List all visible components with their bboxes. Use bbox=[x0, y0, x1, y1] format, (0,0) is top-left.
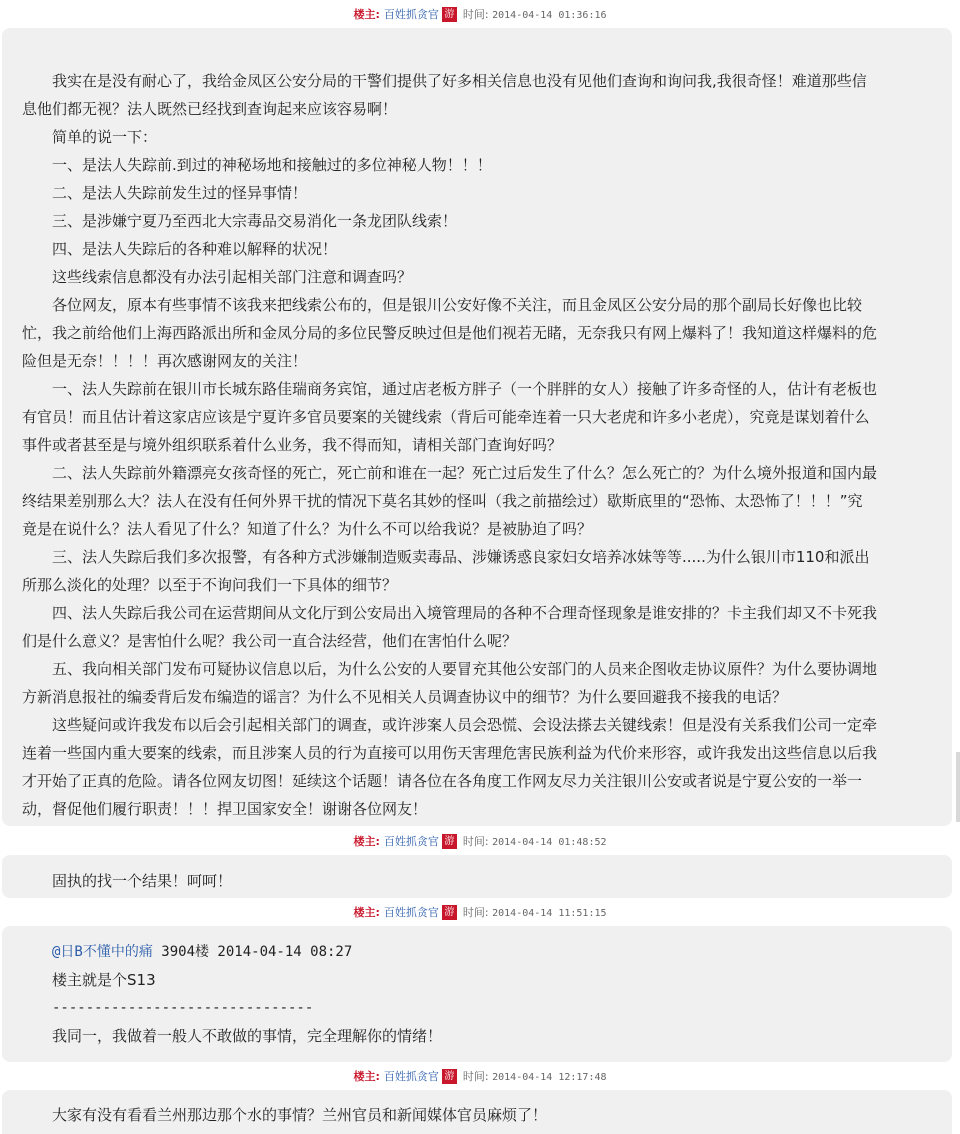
time-label: 时间: bbox=[462, 1070, 489, 1083]
content-line: 一、法人失踪前在银川市长城东路佳瑞商务宾馆，通过店老板方胖子（一个胖胖的女人）接触了许多奇怪的人，估计有老板也 bbox=[52, 380, 878, 398]
post-content bbox=[22, 67, 936, 823]
content-line: 息他们都无视？法人既然已经找到查询起来应该容易啊！ bbox=[22, 100, 398, 118]
content-line: 险但是无奈！！！！再次感谢网友的关注！ bbox=[22, 352, 308, 370]
guest-badge: 游 bbox=[442, 834, 457, 849]
content-line: 一、是法人失踪前.到过的神秘场地和接触过的多位神秘人物！！！ bbox=[52, 156, 492, 174]
content-line: 我实在是没有耐心了，我给金凤区公安分局的干警们提供了好多相关信息也没有见他们查询和询问我,我很奇怪！难道那些信 bbox=[52, 72, 867, 90]
content-line: 各位网友，原本有些事情不该我来把线索公布的，但是银川公安好像不关注，而且金凤区公安分局的那个副局长好像也比较 bbox=[52, 296, 863, 314]
content-line: 忙，我之前给他们上海西路派出所和金凤分局的多位民警反映过但是他们视若无睹，无奈我只有网上爆料了！我知道这样爆料的危 bbox=[22, 324, 878, 342]
post-time: 2014-04-14 01:36:16 bbox=[492, 10, 607, 21]
content-line: 四、是法人失踪后的各种难以解释的状况！ bbox=[52, 240, 338, 258]
content-line: 二、法人失踪前外籍漂亮女孩奇怪的死亡，死亡前和谁在一起？死亡过后发生了什么？怎么死亡的？为什么境外报道和国内最 bbox=[52, 464, 878, 482]
poster-role-label: 楼主: bbox=[353, 835, 380, 848]
post-time: 2014-04-14 12:17:48 bbox=[492, 1072, 607, 1083]
content-line: 事件或者甚至是与境外组织联系着什么业务，我不得而知，请相关部门查询好吗？ bbox=[22, 436, 563, 454]
post-time: 2014-04-14 01:48:52 bbox=[492, 837, 607, 848]
author-link[interactable]: 百姓抓贪官 bbox=[383, 1070, 439, 1083]
time-label: 时间: bbox=[462, 906, 489, 919]
quote-line bbox=[22, 938, 936, 966]
post-header bbox=[0, 1067, 960, 1087]
content-line: 四、法人失踪后我公司在运营期间从文化厅到公安局出入境管理局的各种不合理奇怪现象是谁安排的？卡主我们却又不卡死我 bbox=[52, 604, 878, 622]
content-line: 三、法人失踪后我们多次报警，有各种方式涉嫌制造贩卖毒品、涉嫌诱惑良家妇女培养冰妹等等.....为什么银川市110和派出 bbox=[52, 548, 870, 566]
content-line: 终结果差别那么大？法人在没有任何外界干扰的情况下莫名其妙的怪叫（我之前描绘过）歇斯底里的“恐怖、太恐怖了！！！”究 bbox=[22, 492, 863, 510]
time-label: 时间: bbox=[462, 8, 489, 21]
content-line: 大家有没有看看兰州那边那个水的事情？兰州官员和新闻媒体官员麻烦了！ bbox=[52, 1106, 548, 1124]
post-header bbox=[0, 832, 960, 852]
author-link[interactable]: 百姓抓贪官 bbox=[383, 835, 439, 848]
post-time: 2014-04-14 11:51:15 bbox=[492, 908, 607, 919]
guest-badge: 游 bbox=[442, 1069, 457, 1084]
post-content bbox=[22, 938, 936, 1050]
post-header bbox=[0, 903, 960, 923]
author-link[interactable]: 百姓抓贪官 bbox=[383, 906, 439, 919]
content-line: 有官员！而且估计着这家店应该是宁夏许多官员要案的关键线索（背后可能牵连着一只大老虎和许多小老虎），究竟是谋划着什么 bbox=[22, 408, 870, 426]
content-line: 二、是法人失踪前发生过的怪异事情！ bbox=[52, 184, 308, 202]
post-body bbox=[2, 1090, 952, 1134]
content-line: 动，督促他们履行职责！！！捍卫国家安全！谢谢各位网友！ bbox=[22, 800, 428, 818]
post-body bbox=[2, 926, 952, 1062]
poster-role-label: 楼主: bbox=[353, 906, 380, 919]
content-line: 竟是在说什么？法人看见了什么？知道了什么？为什么不可以给我说？是被胁迫了吗？ bbox=[22, 520, 593, 538]
content-line: 所那么淡化的处理？以至于不询问我们一下具体的细节？ bbox=[22, 576, 398, 594]
post-body bbox=[2, 28, 952, 826]
content-line: 三、是涉嫌宁夏乃至西北大宗毒品交易消化一条龙团队线索！ bbox=[52, 212, 458, 230]
author-link[interactable]: 百姓抓贪官 bbox=[383, 8, 439, 21]
content-line: 才开始了正真的危险。请各位网友切图！延续这个话题！请各位在各角度工作网友尽力关注银川公安或者说是宁夏公安的一举一 bbox=[22, 772, 863, 790]
post-content bbox=[22, 1101, 936, 1129]
content-line: 楼主就是个S13 bbox=[52, 971, 156, 989]
content-line: 们是什么意义？是害怕什么呢？我公司一直合法经营，他们在害怕什么呢？ bbox=[22, 632, 518, 650]
content-line: 简单的说一下： bbox=[52, 128, 158, 146]
guest-badge: 游 bbox=[442, 7, 457, 22]
poster-role-label: 楼主: bbox=[353, 8, 380, 21]
post-content bbox=[22, 867, 936, 895]
content-line: 这些疑问或许我发布以后会引起相关部门的调查，或许涉案人员会恐慌、会设法搽去关键线索！但是没有关系我们公司一定牵 bbox=[52, 716, 878, 734]
quoted-user-link[interactable]: @日B不懂中的痛 bbox=[52, 944, 153, 960]
quote-divider: ------------------------------- bbox=[52, 1000, 314, 1016]
content-line: 这些线索信息都没有办法引起相关部门注意和调查吗？ bbox=[52, 268, 413, 286]
poster-role-label: 楼主: bbox=[353, 1070, 380, 1083]
content-line: 固执的找一个结果！呵呵！ bbox=[52, 872, 233, 890]
content-line: 连着一些国内重大要案的线索，而且涉案人员的行为直接可以用伤天害理危害民族利益为代价来形容，或许我发出这些信息以后我 bbox=[22, 744, 878, 762]
content-line: 我同一，我做着一般人不敢做的事情，完全理解你的情绪！ bbox=[52, 1027, 443, 1045]
content-line: 五、我向相关部门发布可疑协议信息以后，为什么公安的人要冒充其他公安部门的人员来企图收走协议原件？为什么要协调地 bbox=[52, 660, 878, 678]
guest-badge: 游 bbox=[442, 905, 457, 920]
post-header bbox=[0, 5, 960, 25]
content-line: 方新消息报社的编委背后发布编造的谣言？为什么不见相关人员调查协议中的细节？为什么要回避我不接我的电话？ bbox=[22, 688, 788, 706]
quote-meta: 3904楼 2014-04-14 08:27 bbox=[152, 944, 353, 960]
scrollbar-thumb[interactable] bbox=[956, 752, 960, 822]
time-label: 时间: bbox=[462, 835, 489, 848]
post-body bbox=[2, 855, 952, 898]
